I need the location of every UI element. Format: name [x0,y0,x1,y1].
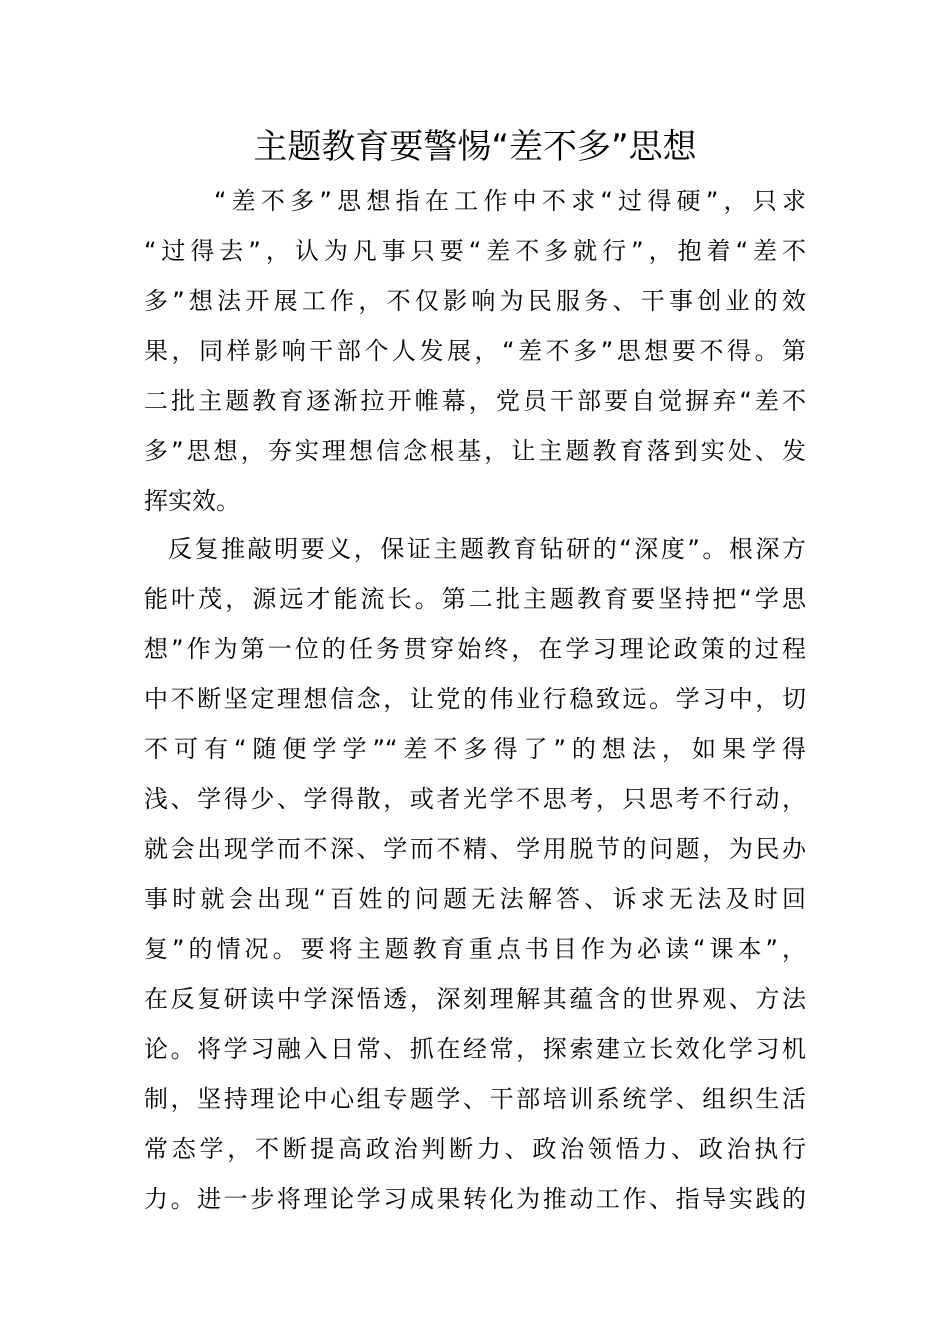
document-title: 主题教育要警惕“差不多”思想 [253,127,697,167]
paragraph-line-19: 制，坚持理论中心组专题学、干部培训系统学、组织生活 [144,1085,806,1113]
paragraph-line-13: 浅、学得少、学得散，或者光学不思考，只思考不行动， [144,785,806,813]
paragraph-line-14: 就会出现学而不深、学而不精、学用脱节的问题，为民办 [144,835,806,863]
paragraph-line-21: 力。进一步将理论学习成果转化为推动工作、指导实践的 [144,1185,806,1213]
paragraph-line-9: 能叶茂，源远才能流长。第二批主题教育要坚持把“学思 [144,585,806,613]
paragraph-line-15: 事时就会出现“百姓的问题无法解答、诉求无法及时回 [144,885,806,913]
paragraph-line-7: 挥实效。 [144,487,240,515]
paragraph-line-4: 果，同样影响干部个人发展，“差不多”思想要不得。第 [144,337,806,365]
paragraph-line-3: 多”想法开展工作，不仅影响为民服务、干事创业的效 [144,287,806,315]
paragraph-line-6: 多”思想，夯实理想信念根基，让主题教育落到实处、发 [144,437,806,465]
paragraph-line-10: 想”作为第一位的任务贯穿始终，在学习理论政策的过程 [144,635,806,663]
paragraph-line-17: 在反复研读中学深悟透，深刻理解其蕴含的世界观、方法 [144,985,806,1013]
paragraph-line-20: 常态学，不断提高政治判断力、政治领悟力、政治执行 [144,1135,806,1163]
paragraph-line-5: 二批主题教育逐渐拉开帷幕，党员干部要自觉摒弃“差不 [144,387,806,415]
paragraph-line-8: 反复推敲明要义，保证主题教育钻研的“深度”。根深方 [168,535,806,563]
paragraph-line-11: 中不断坚定理想信念，让党的伟业行稳致远。学习中，切 [144,685,806,713]
paragraph-line-2: “过得去”，认为凡事只要“差不多就行”，抱着“差不 [144,237,806,265]
paragraph-line-1: “差不多”思想指在工作中不求“过得硬”，只求 [214,187,806,215]
paragraph-line-18: 论。将学习融入日常、抓在经常，探索建立长效化学习机 [144,1035,806,1063]
paragraph-line-12: 不可有“随便学学”“差不多得了”的想法，如果学得 [144,735,806,763]
paragraph-line-16: 复”的情况。要将主题教育重点书目作为必读“课本”， [144,935,806,963]
